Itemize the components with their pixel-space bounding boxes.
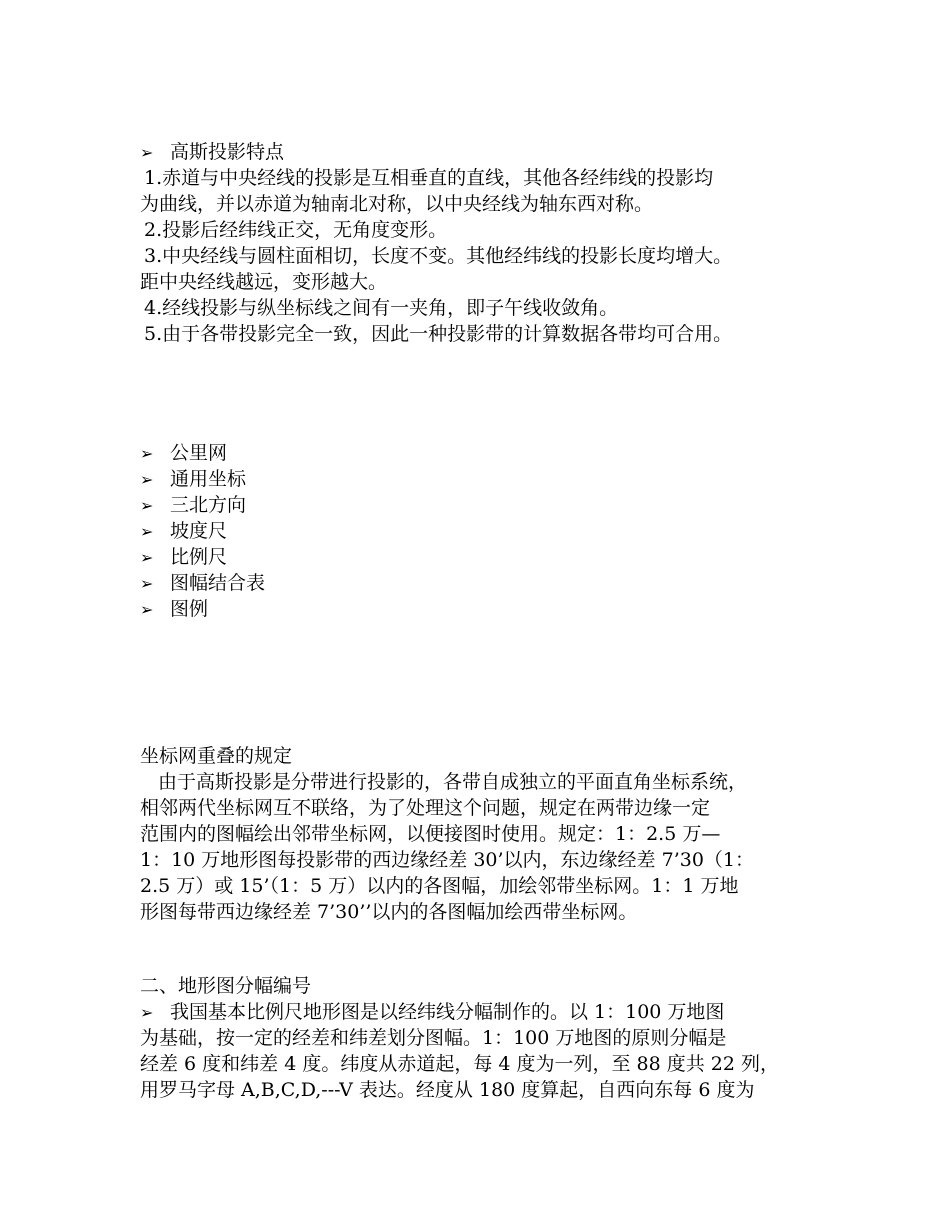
grid-overlap-heading: 坐标网重叠的规定 (140, 745, 293, 767)
sheet-numbering-line-4: 用罗马字母 A,B,C,D,---V 表达。经度从 180 度算起，自西向东每 6 度为 (140, 1079, 755, 1101)
arrow-bullet-icon: ➢ (140, 470, 154, 489)
grid-overlap-line-6: 形图每带西边缘经差 7’30’’以内的各图幅加绘西带坐标网。 (140, 901, 638, 923)
arrow-bullet-icon: ➢ (140, 522, 154, 541)
sheet-numbering-line-3: 经差 6 度和纬差 4 度。纬度从赤道起，每 4 度为一列，至 88 度共 22 列， (140, 1053, 780, 1075)
gauss-heading: ➢ 高斯投影特点 (140, 139, 284, 166)
gauss-line-3: 2.投影后经纬线正交，无角度变形。 (144, 219, 448, 241)
gauss-line-2: 为曲线，并以赤道为轴南北对称，以中央经线为轴东西对称。 (140, 193, 654, 215)
list-item: ➢ 坡度尺 (140, 518, 227, 545)
gauss-line-7: 5.由于各带投影完全一致，因此一种投影带的计算数据各带均可合用。 (144, 323, 733, 345)
grid-overlap-line-1: 由于高斯投影是分带进行投影的，各带自成独立的平面直角坐标系统， (158, 771, 748, 793)
grid-overlap-line-4: 1：10 万地形图每投影带的西边缘经差 30’以内，东边缘经差 7’30（1： (140, 849, 754, 871)
list-item: ➢ 三北方向 (140, 492, 246, 519)
gauss-line-6: 4.经线投影与纵坐标线之间有一夹角，即子午线收敛角。 (144, 297, 619, 319)
list-item: ➢ 比例尺 (140, 544, 227, 571)
list-item: ➢ 公里网 (140, 440, 227, 467)
arrow-bullet-icon: ➢ (140, 496, 154, 515)
gauss-line-5: 距中央经线越远，变形越大。 (140, 271, 388, 293)
arrow-bullet-icon: ➢ (140, 1003, 154, 1022)
arrow-bullet-icon: ➢ (140, 574, 154, 593)
arrow-bullet-icon: ➢ (140, 548, 154, 567)
grid-overlap-line-5: 2.5 万）或 15’（1：5 万）以内的各图幅，加绘邻带坐标网。1：1 万地 (140, 875, 739, 897)
list-item: ➢ 通用坐标 (140, 466, 246, 493)
gauss-line-4: 3.中央经线与圆柱面相切，长度不变。其他经纬线的投影长度均增大。 (144, 245, 733, 267)
sheet-numbering-line-2: 为基础，按一定的经差和纬差划分图幅。1：100 万地图的原则分幅是 (140, 1027, 727, 1049)
arrow-bullet-icon: ➢ (140, 600, 154, 619)
gauss-line-1: 1.赤道与中央经线的投影是互相垂直的直线，其他各经纬线的投影均 (144, 167, 714, 189)
arrow-bullet-icon: ➢ (140, 143, 154, 162)
arrow-bullet-icon: ➢ (140, 444, 154, 463)
list-item: ➢ 图幅结合表 (140, 570, 265, 597)
sheet-numbering-line-1: ➢ 我国基本比例尺地形图是以经纬线分幅制作的。以 1：100 万地图 (140, 999, 724, 1026)
list-item: ➢ 图例 (140, 596, 208, 623)
grid-overlap-line-3: 范围内的图幅绘出邻带坐标网，以便接图时使用。规定：1：2.5 万— (140, 823, 721, 845)
grid-overlap-line-2: 相邻两代坐标网互不联络，为了处理这个问题，规定在两带边缘一定 (140, 797, 711, 819)
sheet-numbering-heading: 二、地形图分幅编号 (140, 975, 312, 997)
